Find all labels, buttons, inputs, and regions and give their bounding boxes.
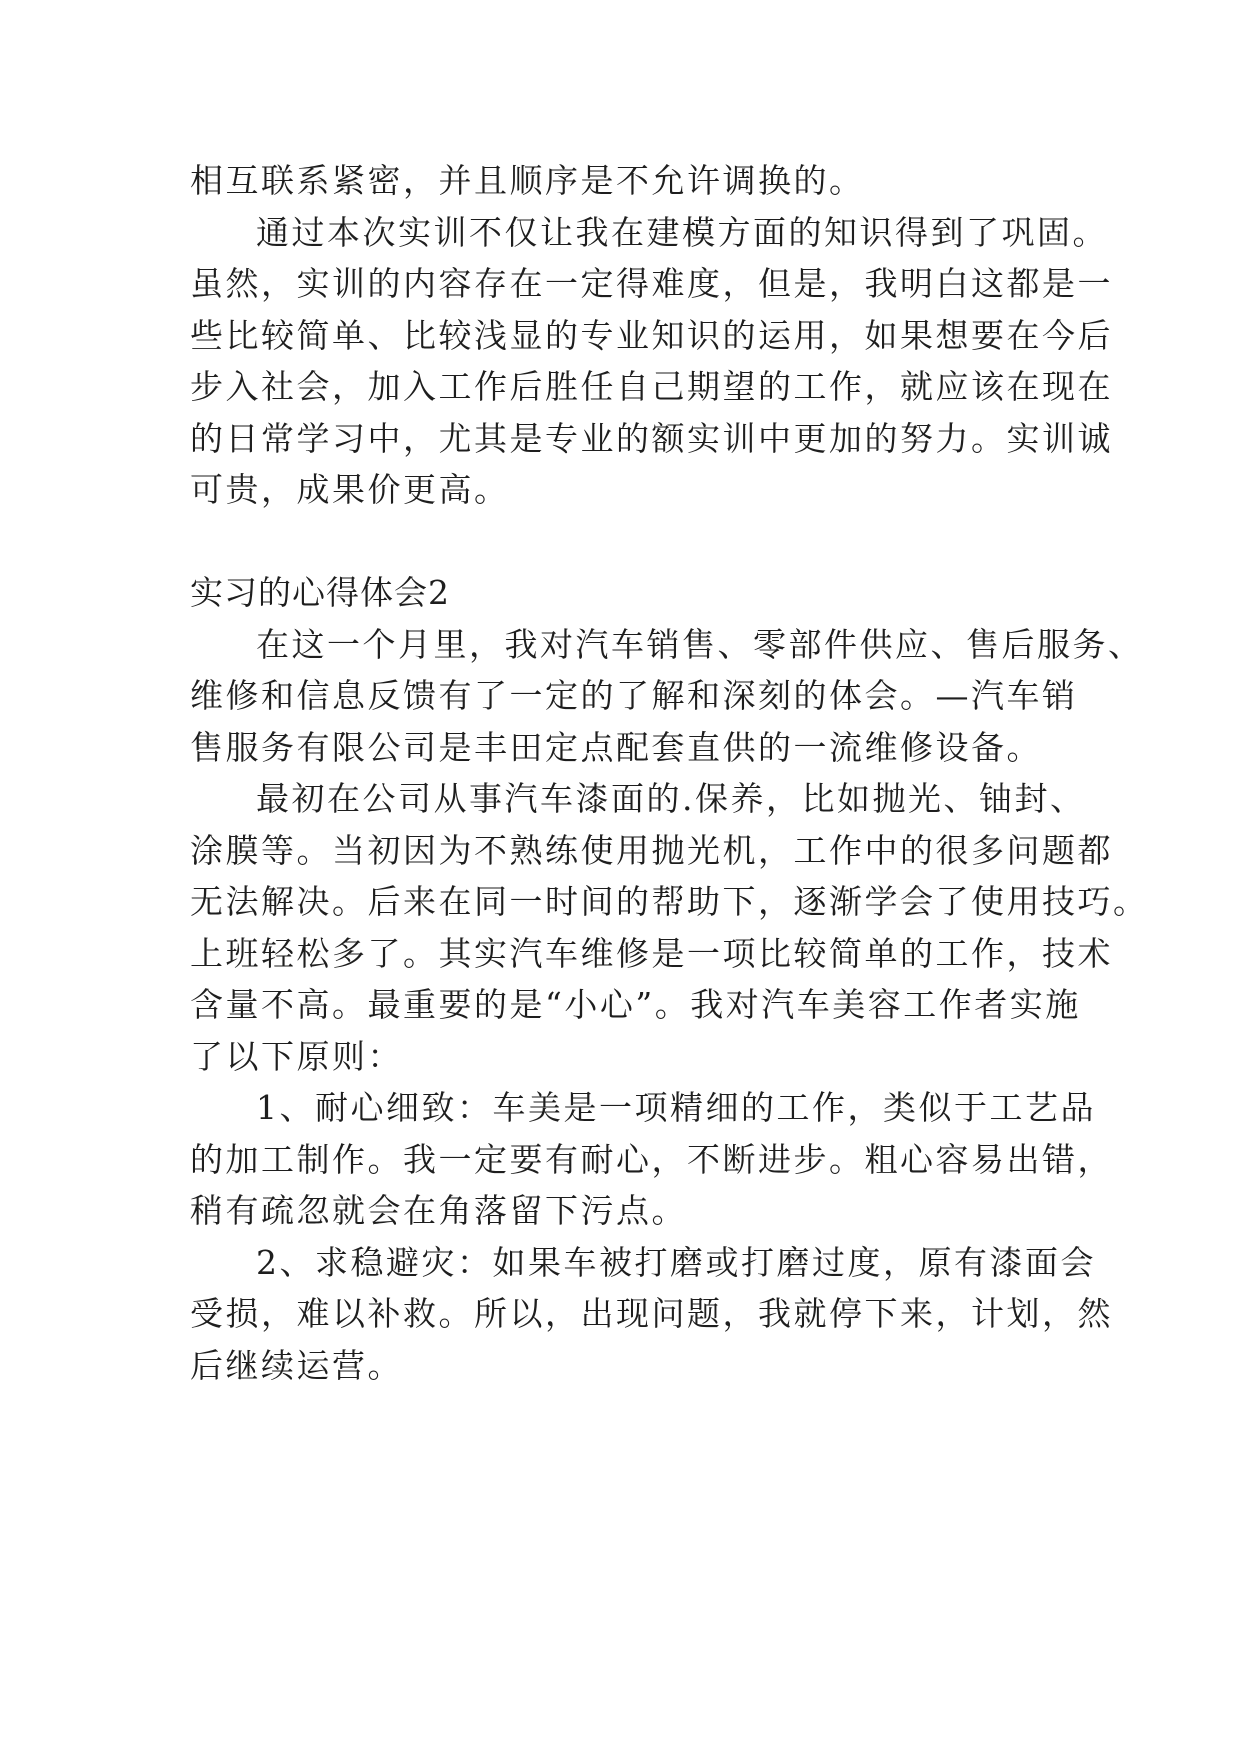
text-line: 涂膜等。当初因为不熟练使用抛光机，工作中的很多问题都 — [190, 830, 1113, 870]
spacer — [190, 516, 1090, 568]
text-line: 相互联系紧密，并且顺序是不允许调换的。 — [190, 161, 865, 200]
text-line: 后继续运营。 — [190, 1345, 403, 1385]
text-line: 1、耐心细致：车美是一项精细的工作，类似于工艺品 — [256, 1088, 1096, 1127]
text-line: 可贵，成果价更高。 — [190, 470, 510, 509]
text-line: 受损，难以补救。所以，出现问题，我就停下来，计划，然 — [190, 1294, 1113, 1333]
text-line: 在这一个月里，我对汽车销售、零部件供应、售后服务、 — [256, 624, 1144, 664]
text-line: 了以下原则： — [190, 1036, 403, 1076]
paragraph-continued — [190, 155, 1090, 207]
paragraph-experience — [190, 773, 1149, 1082]
text-line: 的日常学习中，尤其是专业的额实训中更加的努力。实训诚 — [190, 418, 1113, 458]
paragraph-principle-2 — [190, 1237, 1113, 1392]
text-line: 上班轻松多了。其实汽车维修是一项比较简单的工作，技术 — [190, 933, 1113, 973]
text-line: 无法解决。后来在同一时间的帮助下，逐渐学会了使用技巧。 — [190, 882, 1149, 921]
text-line: 最初在公司从事汽车漆面的.保养，比如抛光、铀封、 — [256, 779, 1086, 818]
text-line: 步入社会，加入工作后胜任自己期望的工作，就应该在现在 — [190, 367, 1113, 406]
text-line: 些比较简单、比较浅显的专业知识的运用，如果想要在今后 — [190, 315, 1113, 355]
section-title: 实习的心得体会2 — [190, 573, 450, 612]
text-line: 维修和信息反馈有了一定的了解和深刻的体会。—汽车销 — [190, 676, 1078, 715]
paragraph-intro — [190, 619, 1144, 774]
paragraph-training-summary — [190, 207, 1113, 516]
text-line: 售服务有限公司是丰田定点配套直供的一流维修设备。 — [190, 727, 1042, 767]
text-line: 稍有疏忽就会在角落留下污点。 — [190, 1191, 687, 1230]
text-line: 虽然，实训的内容存在一定得难度，但是，我明白这都是一 — [190, 264, 1113, 303]
text-line: 的加工制作。我一定要有耐心，不断进步。粗心容易出错， — [190, 1139, 1113, 1179]
text-line: 含量不高。最重要的是“小心”。我对汽车美容工作者实施 — [190, 985, 1081, 1024]
document-body — [190, 155, 1149, 1391]
paragraph-principle-1 — [190, 1082, 1113, 1237]
text-line: 2、求稳避灾：如果车被打磨或打磨过度，原有漆面会 — [256, 1242, 1096, 1282]
text-line: 通过本次实训不仅让我在建模方面的知识得到了巩固。 — [256, 212, 1108, 252]
section-heading — [190, 567, 1090, 619]
